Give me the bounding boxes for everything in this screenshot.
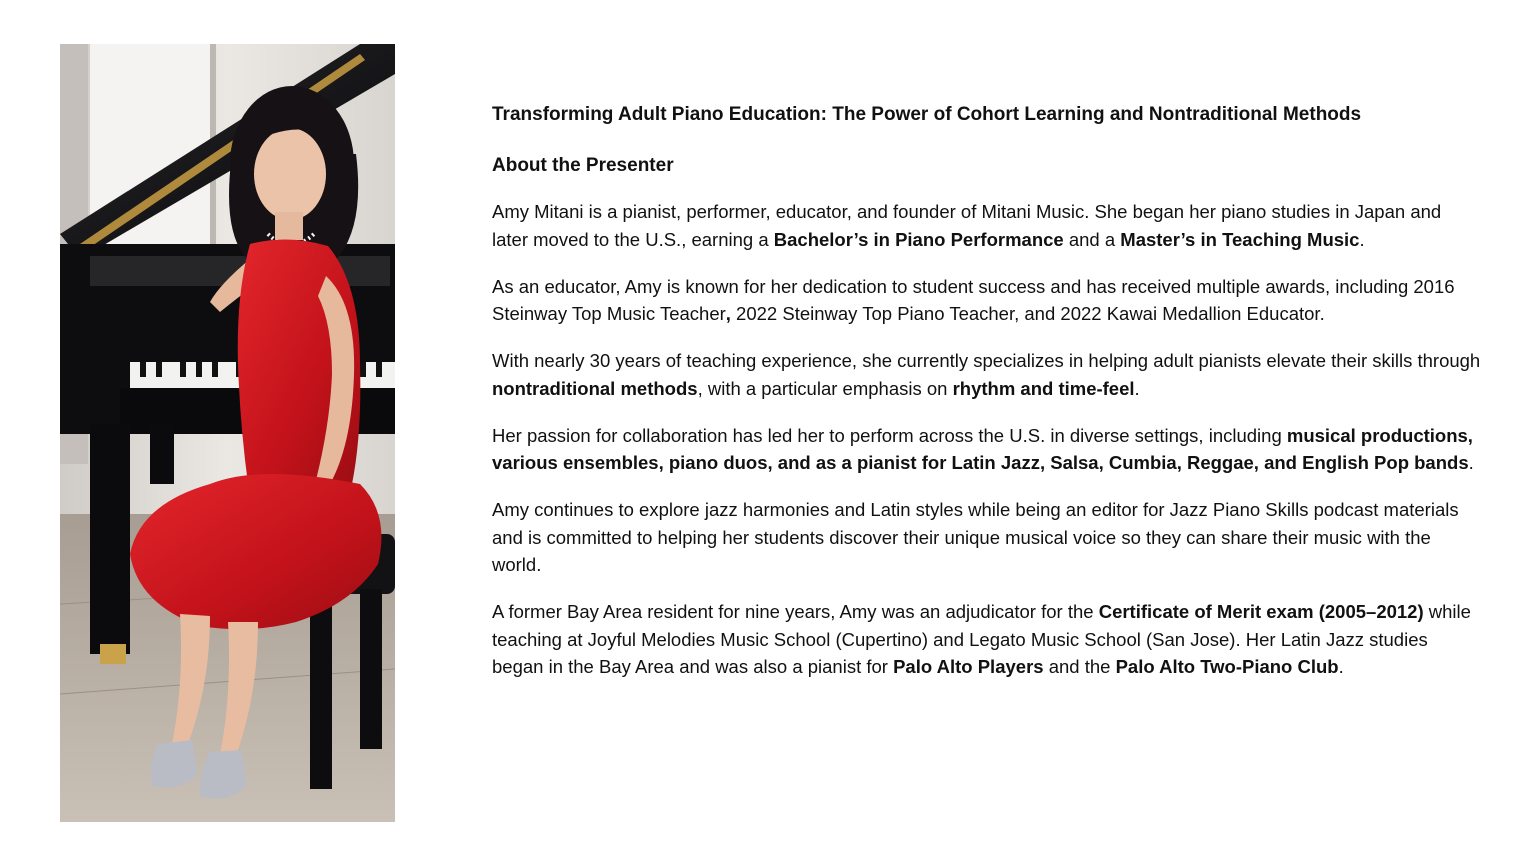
bio-paragraph-2 bbox=[492, 273, 1482, 328]
bio-text: Her passion for collaboration has led her to perform across the U.S. in diverse settings, including bbox=[492, 424, 1287, 446]
bio-text: 2022 Steinway Top Piano Teacher, and 2022 Kawai Medallion Educator. bbox=[730, 303, 1325, 324]
bio-text: . bbox=[1359, 228, 1365, 250]
bio-text: With nearly 30 years of teaching experience, she currently specializes in helping adult pianists elevate their skills through bbox=[492, 350, 1481, 371]
bio-highlight: Bachelor’s in Piano Performance bbox=[773, 228, 1064, 250]
bio-text: A former Bay Area resident for nine years, Amy was an adjudicator for the bbox=[492, 601, 1099, 622]
bio-text: and the bbox=[1043, 656, 1116, 677]
bio-text: As an educator, Amy is known for her dedication to student success and has received multiple awards, including 2016 Steinway Top Music Teacher bbox=[492, 275, 1455, 324]
bio-highlight: Palo Alto Players bbox=[893, 656, 1044, 677]
presenter-photo bbox=[60, 44, 395, 822]
bio-highlight: Master’s in Teaching Music bbox=[1120, 228, 1360, 250]
bio-text: and a bbox=[1063, 228, 1121, 250]
talk-title: Transforming Adult Piano Education: The Power of Cohort Learning and Nontraditional Methods bbox=[492, 104, 1362, 125]
bio-highlight: musical productions, various ensembles, piano duos, and as a pianist for Latin Jazz, Salsa, Cumbia, Reggae, and English Pop bands bbox=[492, 424, 1473, 473]
bio-highlight: Palo Alto Two-Piano Club bbox=[1115, 656, 1339, 677]
bio-text: . bbox=[1134, 377, 1140, 399]
section-heading: About the Presenter bbox=[492, 155, 674, 176]
bio-highlight: rhythm and time-feel bbox=[952, 377, 1135, 399]
bio-text: , with a particular emphasis on bbox=[697, 377, 953, 399]
bio-paragraph-1 bbox=[492, 198, 1482, 253]
bio-text: . bbox=[1338, 656, 1344, 677]
bio-paragraph-5 bbox=[492, 496, 1482, 579]
bio-text: . bbox=[1468, 452, 1474, 473]
bio-text: Amy continues to explore jazz harmonies and Latin styles while being an editor for Jazz Piano Skills podcast materials and is committed to helping her students discover their unique musical voice so they can share their music with the world. bbox=[492, 499, 1459, 575]
presenter-photo-illustration bbox=[60, 44, 395, 822]
bio-highlight: nontraditional methods bbox=[492, 377, 698, 399]
bio-highlight: , bbox=[725, 303, 731, 324]
bio-text: Amy Mitani is a pianist, performer, educator, and founder of Mitani Music. She began her piano studies in Japan and later moved to the U.S., earning a bbox=[492, 201, 1442, 250]
bio-paragraph-3 bbox=[492, 347, 1482, 402]
presenter-bio-column bbox=[492, 101, 1482, 700]
bio-text: while teaching at Joyful Melodies Music School (Cupertino) and Legato Music School (San Jose). Her Latin Jazz studies began in the Bay Area and was also a pianist for bbox=[492, 601, 1471, 677]
bio-highlight: Certificate of Merit exam (2005–2012) bbox=[1098, 601, 1424, 622]
bio-paragraph-4 bbox=[492, 422, 1482, 477]
bio-paragraph-6 bbox=[492, 598, 1482, 681]
